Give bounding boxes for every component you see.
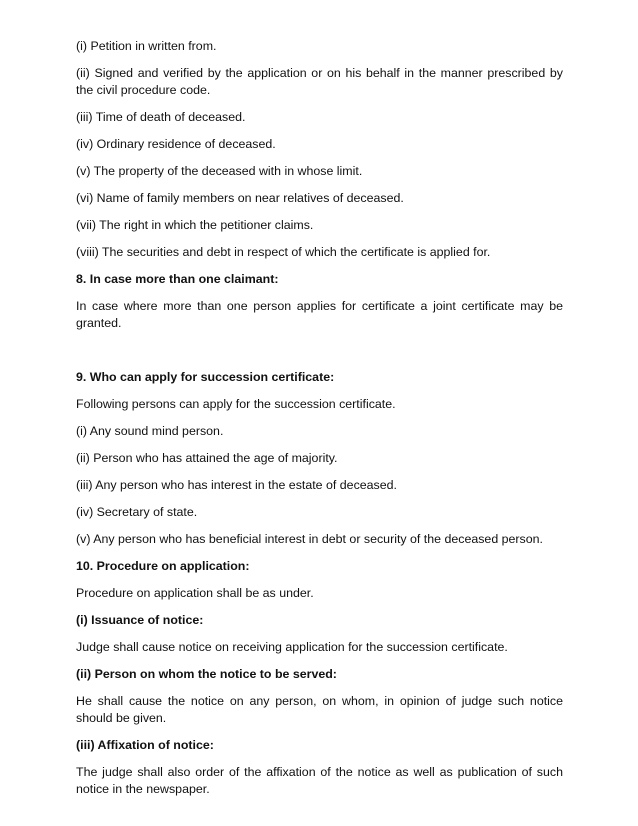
subheading-issuance-of-notice: (i) Issuance of notice:	[76, 613, 204, 627]
list-item: (vi) Name of family members on near relatives of deceased.	[76, 191, 404, 205]
list-item: (iii) Any person who has interest in the estate of deceased.	[76, 478, 397, 492]
spacer	[76, 342, 563, 369]
section-8-text: In case where more than one person applies for certificate a joint certificate may be granted.	[76, 299, 563, 330]
section-heading-9: 9. Who can apply for succession certificate:	[76, 370, 335, 384]
list-item: (iv) Ordinary residence of deceased.	[76, 137, 276, 151]
list-item: (viii) The securities and debt in respect of which the certificate is applied for.	[76, 245, 491, 259]
list-item: (iv) Secretary of state.	[76, 505, 198, 519]
list-item: (vii) The right in which the petitioner claims.	[76, 218, 314, 232]
person-served-text: He shall cause the notice on any person, on whom, in opinion of judge such notice should be given.	[76, 694, 563, 725]
section-heading-10: 10. Procedure on application:	[76, 559, 250, 573]
list-item: (i) Petition in written from.	[76, 39, 217, 53]
subheading-affixation-of-notice: (iii) Affixation of notice:	[76, 738, 214, 752]
section-heading-8: 8. In case more than one claimant:	[76, 272, 279, 286]
list-item: (iii) Time of death of deceased.	[76, 110, 246, 124]
section-10-intro: Procedure on application shall be as under.	[76, 586, 314, 600]
list-item: (ii) Person who has attained the age of majority.	[76, 451, 338, 465]
document-body	[76, 38, 563, 808]
subheading-person-served: (ii) Person on whom the notice to be served:	[76, 667, 337, 681]
list-item: (v) The property of the deceased with in whose limit.	[76, 164, 363, 178]
list-item: (ii) Signed and verified by the application or on his behalf in the manner prescribed by the civil procedure code.	[76, 66, 563, 97]
section-9-intro: Following persons can apply for the succession certificate.	[76, 397, 396, 411]
affixation-of-notice-text: The judge shall also order of the affixation of the notice as well as publication of such notice in the newspaper.	[76, 765, 563, 796]
list-item: (i) Any sound mind person.	[76, 424, 224, 438]
issuance-of-notice-text: Judge shall cause notice on receiving application for the succession certificate.	[76, 640, 508, 654]
list-item: (v) Any person who has beneficial interest in debt or security of the deceased person.	[76, 532, 543, 546]
